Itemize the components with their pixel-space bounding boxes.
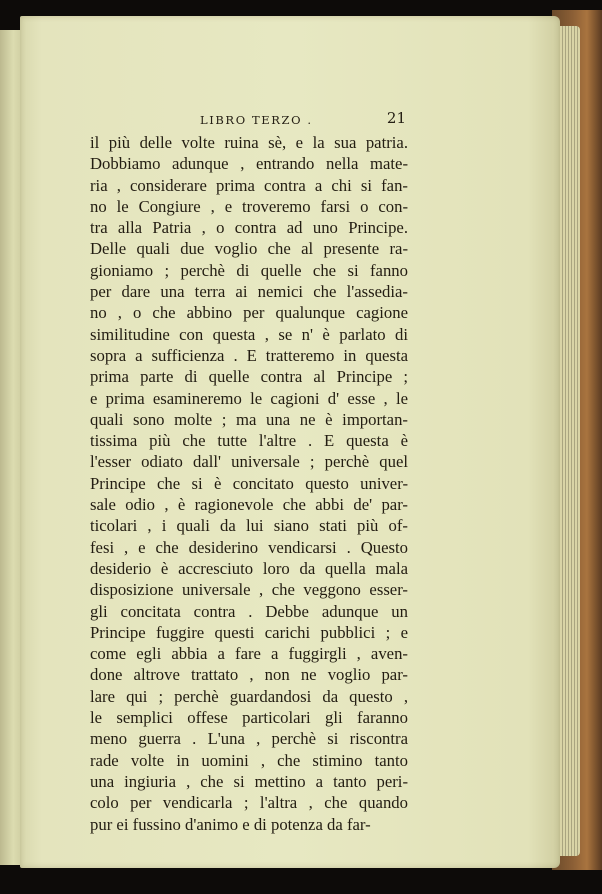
text-line: meno guerra . L'una , perchè si riscontra	[90, 729, 408, 749]
text-line: no le Congiure , e troveremo farsi o con-	[90, 196, 408, 216]
text-line: l'esser odiato dall' universale ; perchè quel	[90, 452, 408, 472]
text-line: tissima più che tutte l'altre . E questa è	[90, 431, 408, 451]
text-line: pur ei fussino d'animo e di potenza da far-	[90, 814, 371, 834]
text-line: sopra a sufficienza . E tratteremo in questa	[90, 345, 408, 365]
body-text	[90, 132, 408, 835]
text-line: done altrove trattato , non ne voglio par-	[90, 665, 408, 685]
text-line: Principe che si è concitato questo univer-	[90, 473, 408, 493]
text-line: no , o che abbino per qualunque cagione	[90, 303, 408, 323]
text-line: Dobbiamo adunque , entrando nella mate-	[90, 154, 408, 174]
text-line: gli concitata contra . Debbe adunque un	[90, 601, 408, 621]
page-number: 21	[386, 109, 406, 127]
running-head-title: LIBRO TERZO .	[200, 113, 313, 127]
text-line: desiderio è accresciuto loro da quella mala	[90, 558, 408, 578]
text-line: una ingiuria , che si mettino a tanto peri-	[90, 771, 408, 791]
text-line: per dare una terra ai nemici che l'assedia-	[90, 282, 408, 302]
text-line: come egli abbia a fare a fuggirgli , aven-	[90, 644, 408, 664]
text-line: tra alla Patria , o contra ad uno Principe.	[90, 218, 408, 238]
text-line: le semplici offese particolari gli faranno	[90, 708, 408, 728]
text-line: ticolari , i quali da lui siano stati più of-	[90, 516, 408, 536]
text-line: Principe fuggire questi carichi pubblici ; e	[90, 622, 408, 642]
text-line: ria , considerare prima contra a chi si fan-	[90, 175, 408, 195]
text-line: gioniamo ; perchè di quelle che si fanno	[90, 260, 408, 280]
text-line: similitudine con questa , se n' è parlato di	[90, 324, 408, 344]
text-line: e prima esamineremo le cagioni d' esse , le	[90, 388, 408, 408]
text-line: sale odio , è ragionevole che abbi de' par-	[90, 495, 408, 515]
text-line: lare qui ; perchè guardandosi da questo ,	[90, 686, 408, 706]
text-line: il più delle volte ruina sè, e la sua patria.	[90, 133, 408, 152]
text-line: rade volte in uomini , che stimino tanto	[90, 750, 408, 770]
running-head	[88, 109, 406, 131]
text-line: quali sono molte ; ma una ne è importan-	[90, 409, 408, 429]
text-line: disposizione universale , che veggono esser-	[90, 580, 408, 600]
text-line: colo per vendicarla ; l'altra , che quando	[90, 793, 408, 813]
text-line: fesi , e che desiderino vendicarsi . Questo	[90, 537, 408, 557]
text-line: prima parte di quelle contra al Principe ;	[90, 367, 408, 387]
text-line: Delle quali due voglio che al presente ra-	[90, 239, 408, 259]
